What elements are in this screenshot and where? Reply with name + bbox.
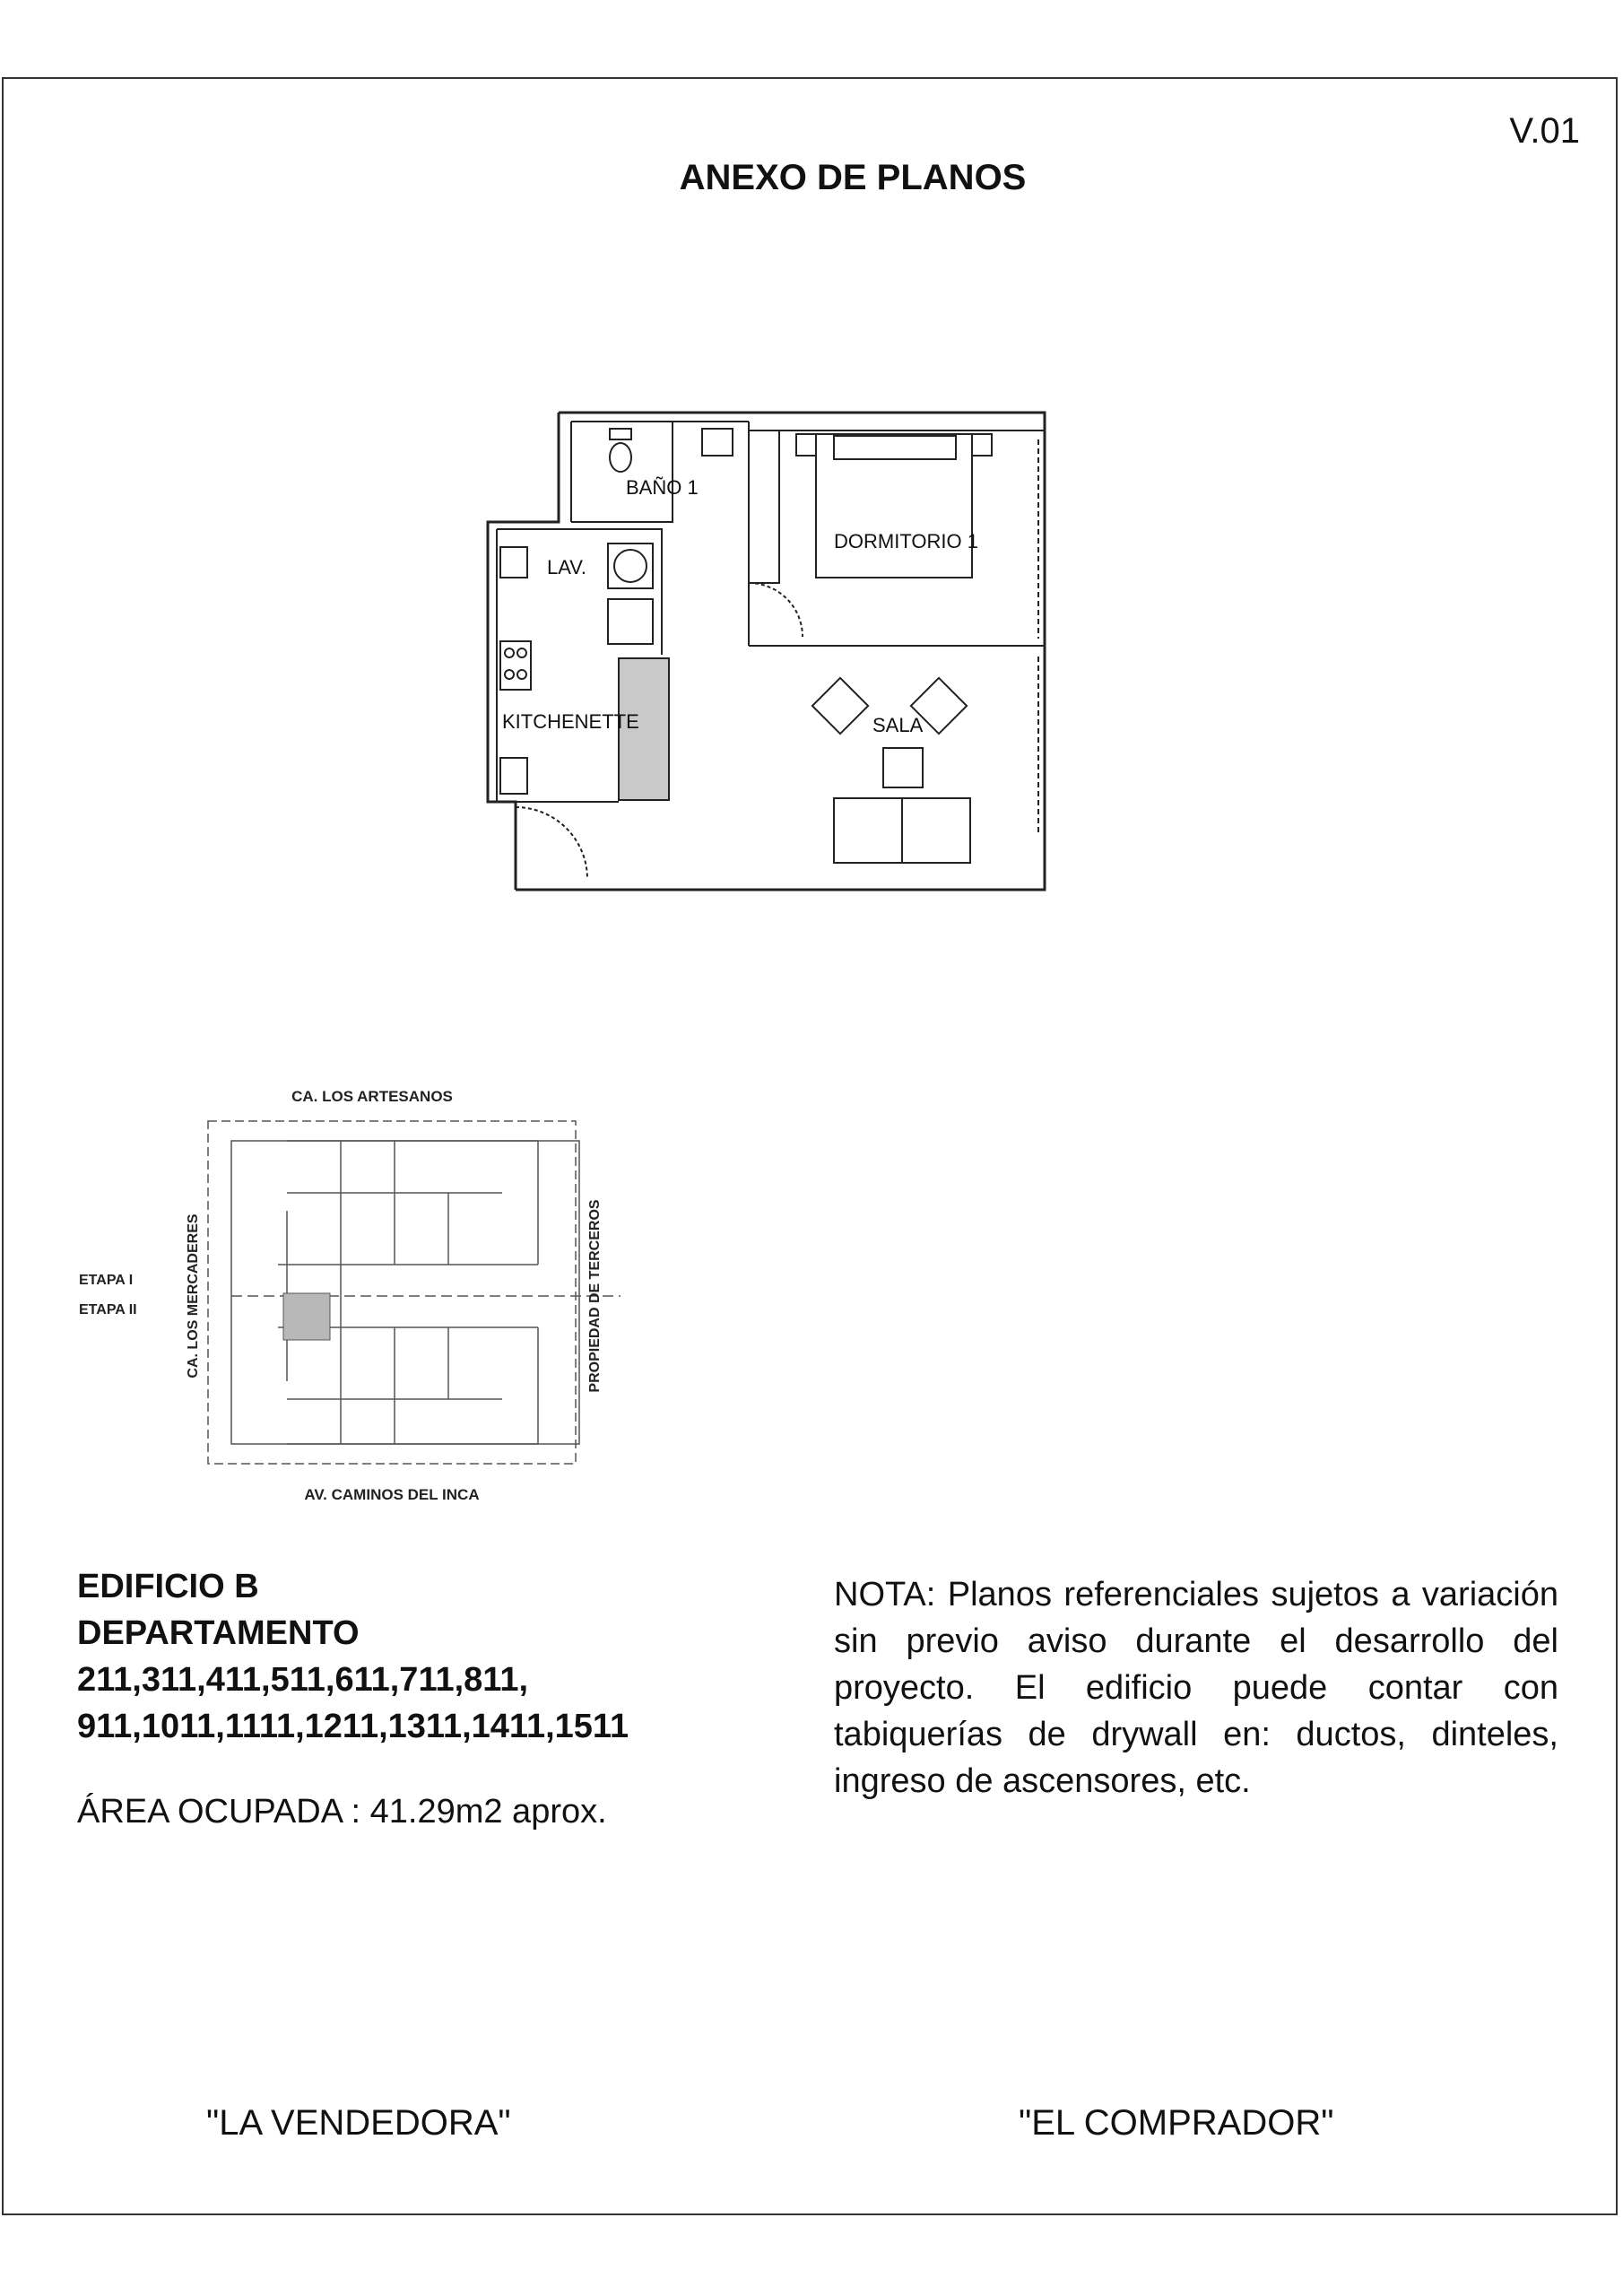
apartment-label: DEPARTAMENTO	[77, 1614, 360, 1652]
north-street-label: CA. LOS ARTESANOS	[291, 1088, 453, 1105]
room-label-lav: LAV.	[547, 556, 587, 578]
unit-info	[77, 1563, 759, 1831]
room-label-dormitorio: DORMITORIO 1	[834, 530, 978, 552]
seller-signature-label: "LA VENDEDORA"	[206, 2103, 511, 2143]
west-street-label: CA. LOS MERCADERES	[186, 1213, 201, 1378]
version-label: V.01	[1509, 111, 1580, 151]
south-street-label: AV. CAMINOS DEL INCA	[304, 1486, 480, 1503]
room-label-bano: BAÑO 1	[626, 476, 699, 499]
stage-1-label: ETAPA I	[79, 1273, 134, 1288]
apartment-numbers-line2: 911,1011,1111,1211,1311,1411,1511	[77, 1708, 629, 1745]
east-boundary-label: PROPIEDAD DE TERCEROS	[587, 1199, 603, 1393]
room-label-kitchenette: KITCHENETTE	[502, 710, 639, 733]
floor-plan	[475, 404, 1058, 906]
room-label-sala: SALA	[872, 714, 924, 736]
stage-2-label: ETAPA II	[79, 1302, 137, 1318]
page-title: ANEXO DE PLANOS	[679, 158, 1027, 197]
site-plan	[72, 1076, 646, 1525]
unit-location-highlight	[283, 1293, 330, 1340]
disclaimer-note: NOTA: Planos referenciales sujetos a variación sin previo aviso durante el desarrollo del proyecto. El edificio puede contar con tabiquerías de drywall en: ductos, dinteles, ingreso de ascensores, etc.	[834, 1576, 1558, 1800]
apartment-numbers-line1: 211,311,411,511,611,711,811,	[77, 1661, 529, 1699]
building-label: EDIFICIO B	[77, 1568, 259, 1605]
buyer-signature-label: "EL COMPRADOR"	[1019, 2103, 1334, 2143]
occupied-area: ÁREA OCUPADA : 41.29m2 aprox.	[77, 1793, 607, 1831]
